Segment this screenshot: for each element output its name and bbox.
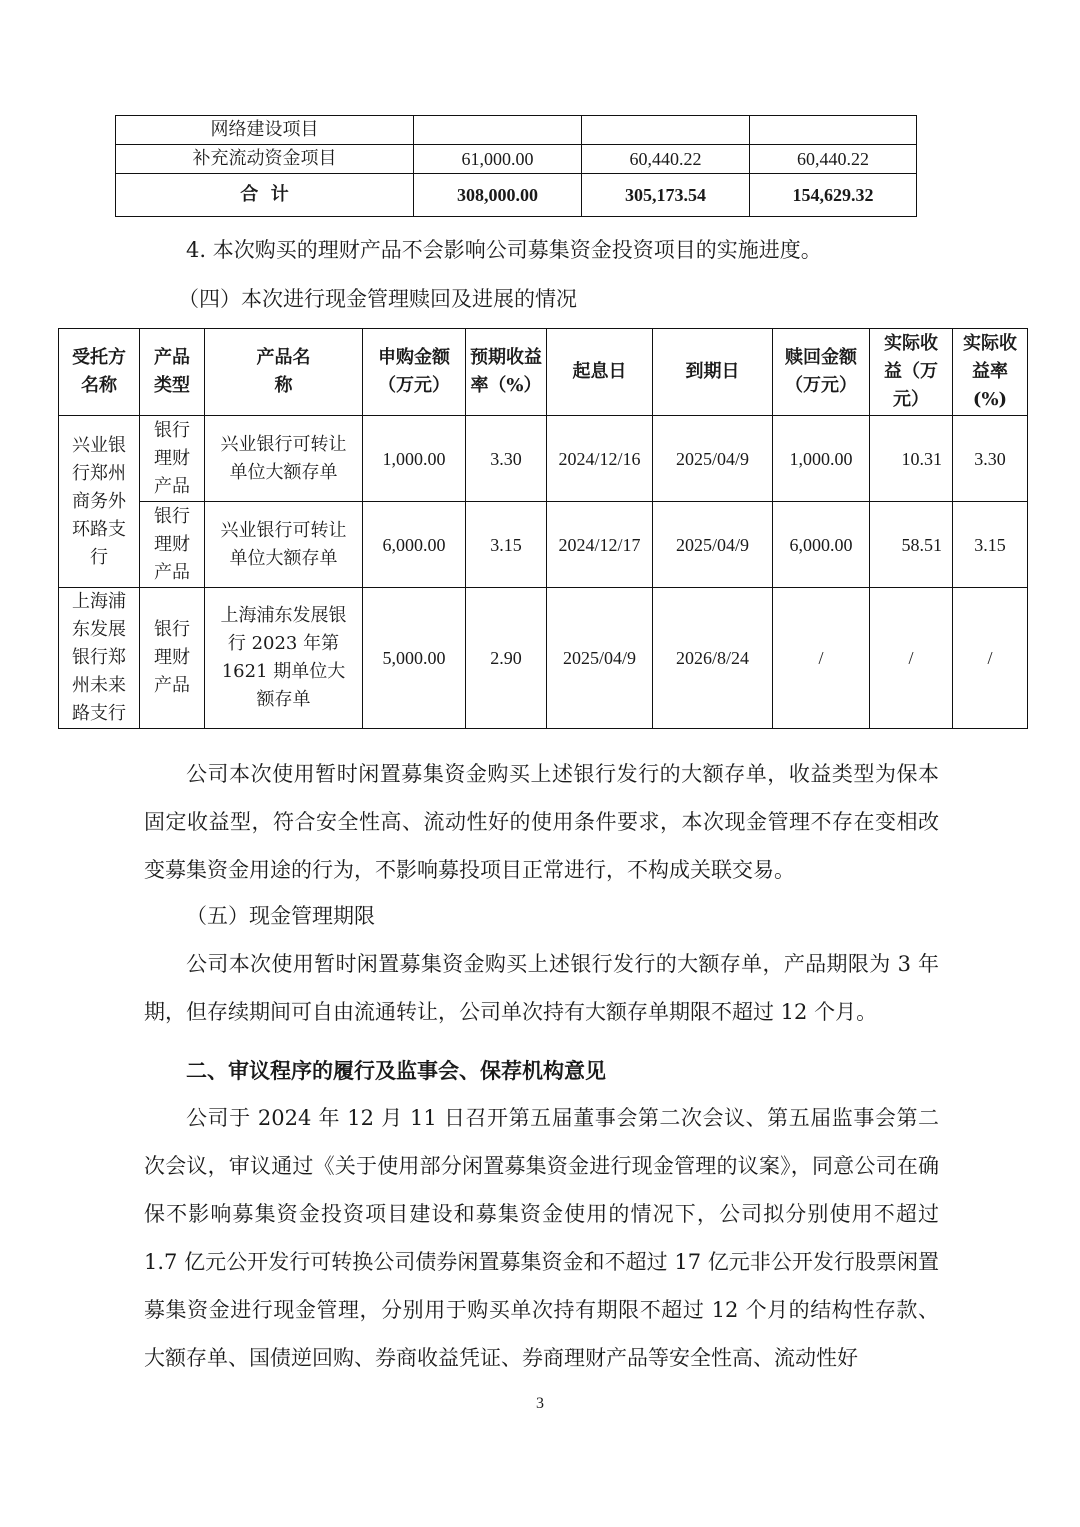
product-name-cell: 兴业银行可转让单位大额存单	[205, 416, 363, 502]
maturity-date-cell: 2025/04/9	[653, 416, 773, 502]
amount-cell	[582, 116, 750, 145]
actual-rate-cell: /	[953, 588, 1028, 729]
table-total-row	[116, 174, 917, 217]
header-start-date: 起息日	[547, 329, 653, 416]
section-two-heading: 二、审议程序的履行及监事会、保荐机构意见	[186, 1058, 606, 1083]
total-amount-cell: 154,629.32	[750, 174, 917, 217]
actual-rate-cell: 3.30	[953, 416, 1028, 502]
rate-cell: 2.90	[466, 588, 547, 729]
header-product-name: 产品名称	[205, 329, 363, 416]
product-type-cell: 银行理财产品	[140, 588, 205, 729]
header-redeem-amount: 赎回金额（万元）	[773, 329, 870, 416]
amount-cell: 5,000.00	[363, 588, 466, 729]
start-date-cell: 2024/12/16	[547, 416, 653, 502]
paragraph-term: 公司本次使用暂时闲置募集资金购买上述银行发行的大额存单，产品期限为 3 年期，但存续期间可自由流通转让，公司单次持有大额存单期限不超过 12 个月。	[144, 952, 939, 1024]
income-cell: 58.51	[870, 502, 953, 588]
table-row	[116, 145, 917, 174]
paragraph-product-type: 公司本次使用暂时闲置募集资金购买上述银行发行的大额存单，收益类型为保本固定收益型，符合安全性高、流动性好的使用条件要求，本次现金管理不存在变相改变募集资金用途的行为，不影响募投项目正常进行，不构成关联交易。	[144, 762, 939, 882]
start-date-cell: 2024/12/17	[547, 502, 653, 588]
section-4-title: （四）本次进行现金管理赎回及进展的情况	[178, 287, 577, 311]
redeem-amount-cell: /	[773, 588, 870, 729]
paragraph-review-procedure: 公司于 2024 年 12 月 11 日召开第五届董事会第二次会议、第五届监事会第二次会议，审议通过《关于使用部分闲置募集资金进行现金管理的议案》，同意公司在确保不影响募集资金投资项目建设和募集资金使用的情况下，公司拟分别使用不超过 1.7 亿元公开发行可转换公司债券闲置募集资金和不超过 17 亿元非公开发行股票闲置募集资金进行现金管理，分别用于购买单次持有期限不超过 12 个月的结构性存款、大额存单、国债逆回购、券商收益凭证、券商理财产品等安全性高、流动性好	[144, 1106, 939, 1370]
table-header-row	[59, 329, 1028, 416]
section-5-title: （五）现金管理期限	[186, 904, 375, 928]
amount-cell: 60,440.22	[750, 145, 917, 174]
page-number: 3	[536, 1395, 544, 1412]
product-name-cell: 兴业银行可转让单位大额存单	[205, 502, 363, 588]
header-expected-rate: 预期收益率（%）	[466, 329, 547, 416]
rate-cell: 3.15	[466, 502, 547, 588]
income-cell: 10.31	[870, 416, 953, 502]
fund-use-table	[115, 115, 917, 217]
table-row	[59, 502, 1028, 588]
total-amount-cell: 305,173.54	[582, 174, 750, 217]
maturity-date-cell: 2025/04/9	[653, 502, 773, 588]
header-actual-income: 实际收益（万元）	[870, 329, 953, 416]
project-name-cell: 补充流动资金项目	[116, 145, 414, 174]
item-4-text: 4. 本次购买的理财产品不会影响公司募集资金投资项目的实施进度。	[186, 238, 822, 262]
product-type-cell: 银行理财产品	[140, 416, 205, 502]
header-subscription-amount: 申购金额（万元）	[363, 329, 466, 416]
table-row	[59, 416, 1028, 502]
amount-cell: 60,440.22	[582, 145, 750, 174]
project-name-cell: 网络建设项目	[116, 116, 414, 145]
actual-rate-cell: 3.15	[953, 502, 1028, 588]
amount-cell	[750, 116, 917, 145]
total-amount-cell: 308,000.00	[414, 174, 582, 217]
header-trustee: 受托方名称	[59, 329, 140, 416]
amount-cell: 61,000.00	[414, 145, 582, 174]
redeem-amount-cell: 1,000.00	[773, 416, 870, 502]
start-date-cell: 2025/04/9	[547, 588, 653, 729]
table-row	[116, 116, 917, 145]
header-maturity-date: 到期日	[653, 329, 773, 416]
rate-cell: 3.30	[466, 416, 547, 502]
income-cell: /	[870, 588, 953, 729]
amount-cell	[414, 116, 582, 145]
redeem-amount-cell: 6,000.00	[773, 502, 870, 588]
trustee-cell: 兴业银行郑州商务外环路支行	[59, 416, 140, 588]
maturity-date-cell: 2026/8/24	[653, 588, 773, 729]
total-label: 合 计	[116, 174, 414, 217]
product-type-cell: 银行理财产品	[140, 502, 205, 588]
cash-management-table	[58, 328, 1028, 729]
amount-cell: 1,000.00	[363, 416, 466, 502]
product-name-cell: 上海浦东发展银行 2023 年第 1621 期单位大额存单	[205, 588, 363, 729]
header-product-type: 产品类型	[140, 329, 205, 416]
amount-cell: 6,000.00	[363, 502, 466, 588]
trustee-cell: 上海浦东发展银行郑州未来路支行	[59, 588, 140, 729]
table-row	[59, 588, 1028, 729]
header-actual-rate: 实际收益率(%)	[953, 329, 1028, 416]
